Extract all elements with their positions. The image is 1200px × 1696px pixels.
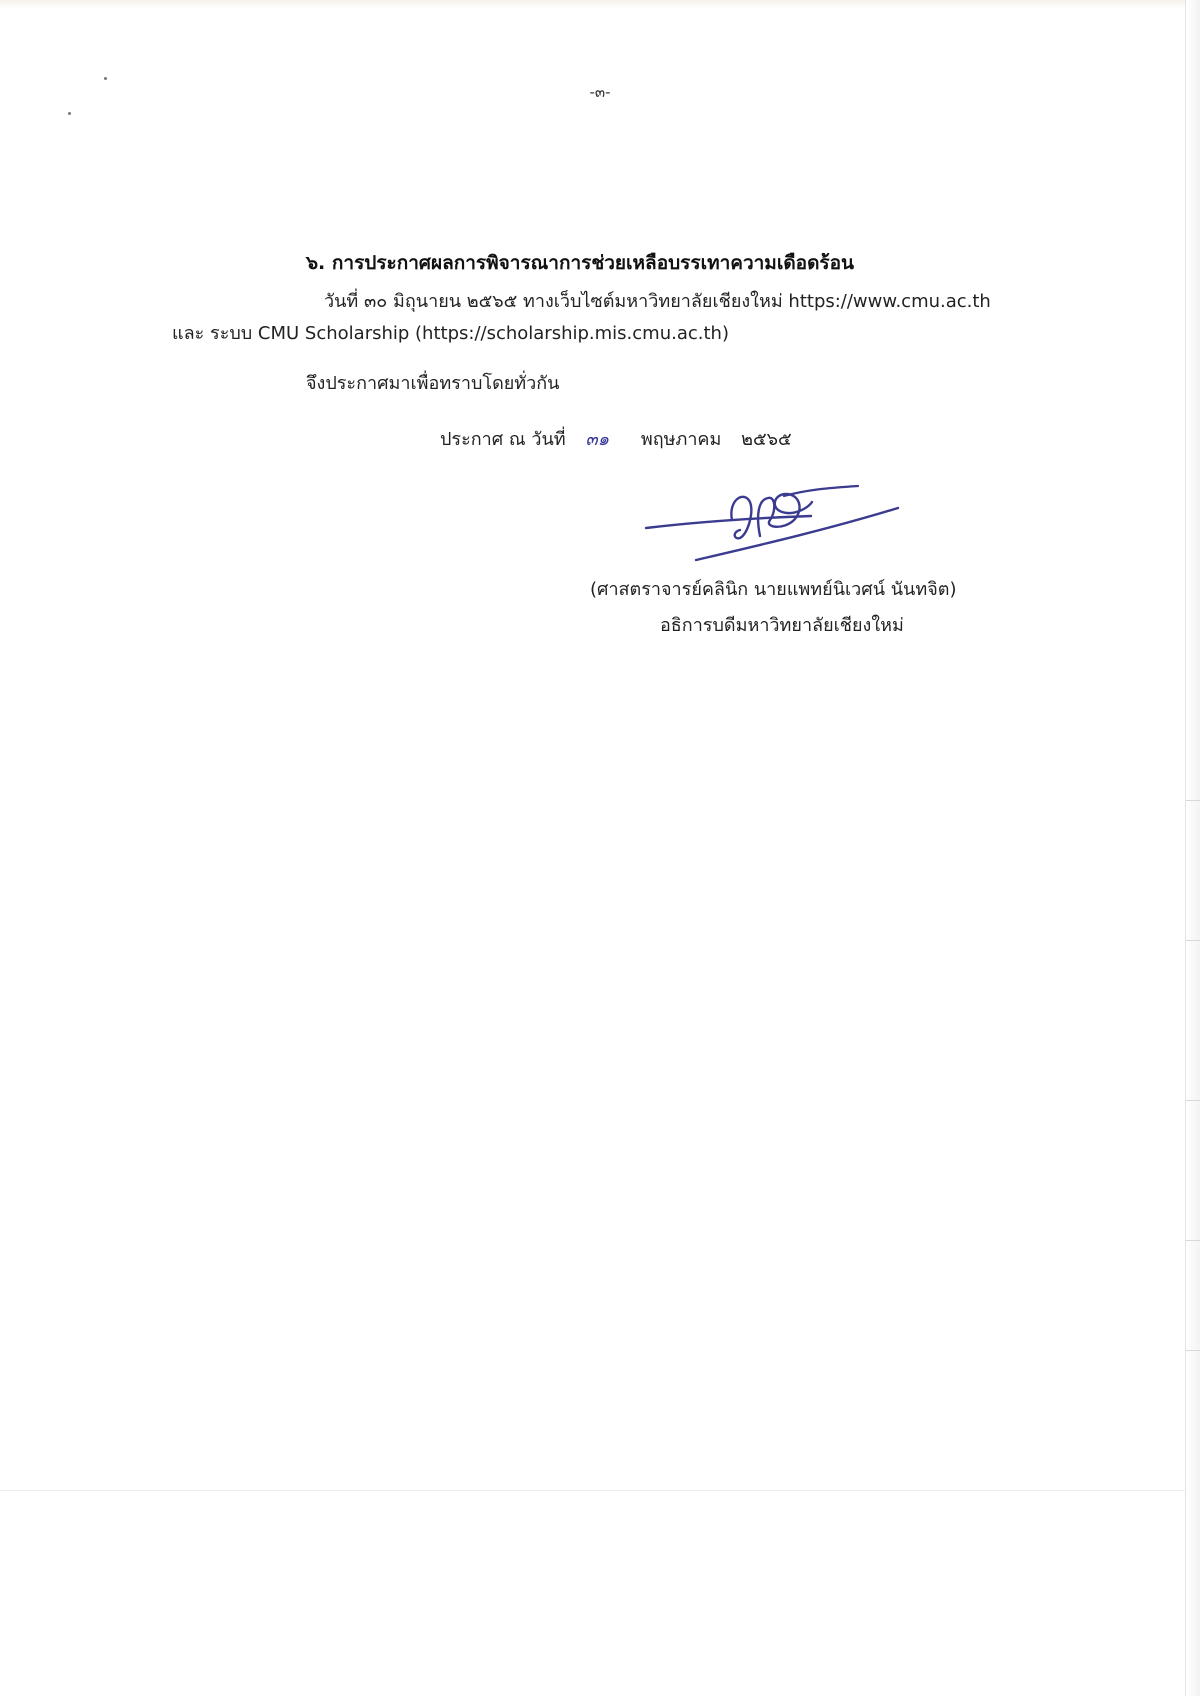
scan-top-edge (0, 0, 1200, 8)
margin-tick (1186, 1350, 1200, 1351)
announce-date-prefix: ประกาศ ณ วันที่ (440, 429, 566, 450)
section-heading: ๖. การประกาศผลการพิจารณาการช่วยเหลือบรรเทาความเดือดร้อน (306, 252, 855, 274)
margin-tick (1186, 800, 1200, 801)
signature-stroke (758, 494, 812, 536)
margin-tick (1186, 940, 1200, 941)
page-number: -๓- (589, 83, 611, 101)
announce-date-month: พฤษภาคม (640, 429, 722, 450)
scan-right-edge (1185, 0, 1200, 1696)
announce-date-year: ๒๕๖๕ (741, 429, 792, 450)
announce-date-day: ๓๑ (585, 429, 610, 450)
closing-statement: จึงประกาศมาเพื่อทราบโดยทั่วกัน (306, 373, 560, 394)
announcement-date-line: วันที่ ๓๐ มิถุนายน ๒๕๖๕ ทางเว็บไซต์มหาวิทยาลัยเชียงใหม่ https://www.cmu.ac.th (324, 291, 991, 312)
signature-stroke (784, 486, 858, 496)
scan-speck (68, 112, 71, 115)
handwritten-signature (636, 476, 906, 566)
scholarship-system-line: และ ระบบ CMU Scholarship (https://scholarship.mis.cmu.ac.th) (172, 323, 729, 344)
signature-stroke (731, 497, 751, 539)
scan-fold-line (0, 1490, 1186, 1491)
signer-name: (ศาสตราจารย์คลินิก นายแพทย์นิเวศน์ นันทจิต) (590, 579, 957, 600)
margin-tick (1186, 1100, 1200, 1101)
signer-title: อธิการบดีมหาวิทยาลัยเชียงใหม่ (660, 615, 904, 636)
margin-tick (1186, 1240, 1200, 1241)
announcement-date (440, 424, 792, 453)
